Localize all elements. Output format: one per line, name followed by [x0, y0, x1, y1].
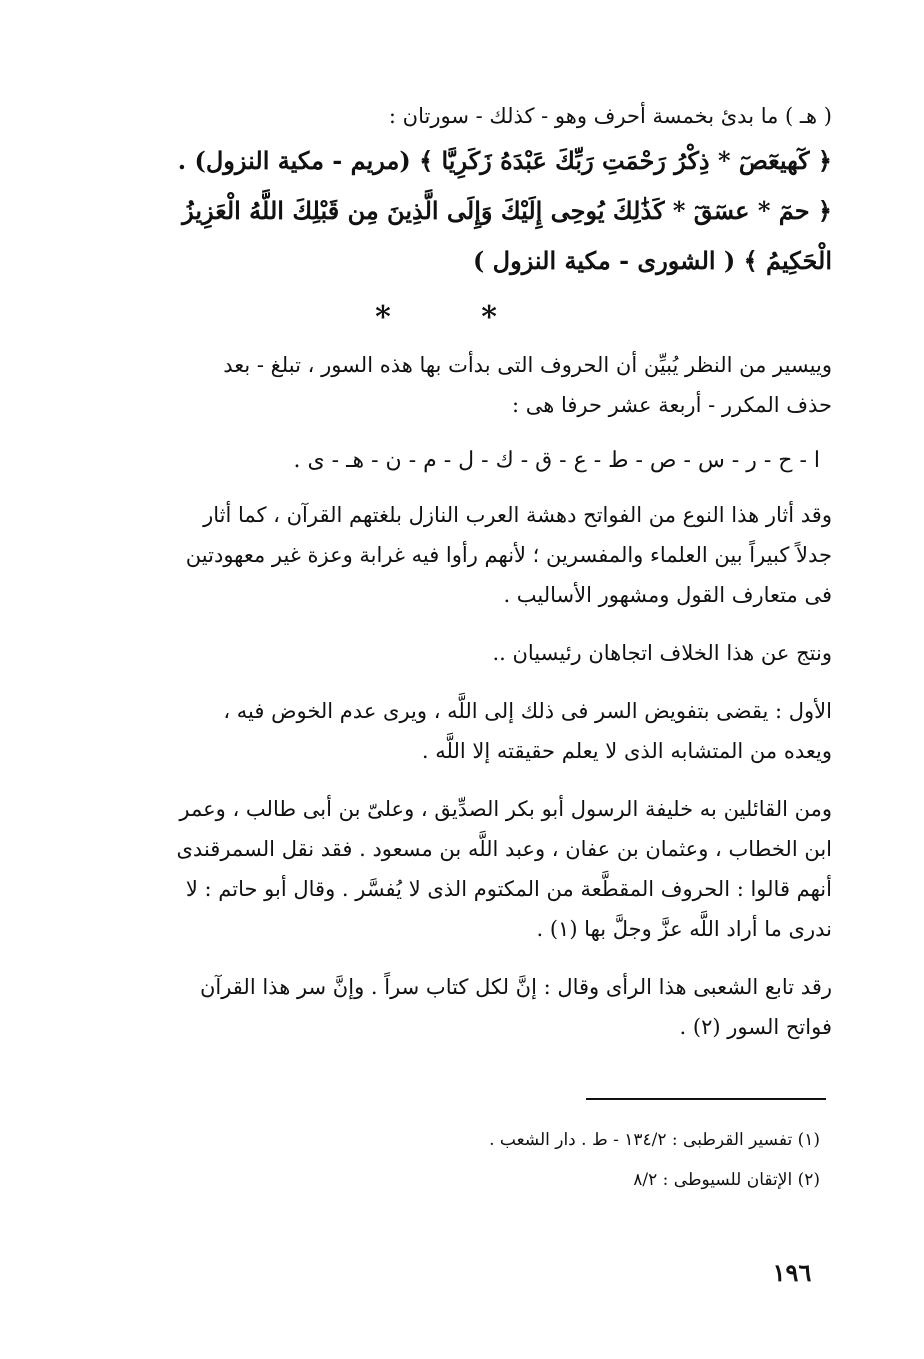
footnote-divider — [586, 1098, 826, 1100]
paragraph-4-line-1: الأول : يقضى بتفويض السر فى ذلك إلى اللَّه ، ويرى عدم الخوض فيه ، — [223, 699, 832, 723]
paragraph-2-line-2: جدلاً كبيراً بين العلماء والمفسرين ؛ لأنهم رأوا فيه غرابة وعزة غير معهودتين — [185, 543, 832, 567]
footnote-2: (٢) الإتقان للسيوطى : ٨/٢ — [633, 1170, 820, 1190]
paragraph-5-line-4: ندرى ما أراد اللَّه عزَّ وجلَّ بها (١) . — [536, 917, 832, 941]
verse-maryam: ﴿ كٓهيعٓصٓ * ذِكْرُ رَحْمَتِ رَبِّكَ عَبْدَهُ زَكَرِيَّا ﴾ (مريم - مكية النزول) . — [177, 146, 832, 175]
paragraph-1-line-2: حذف المكرر - أربعة عشر حرفا هى : — [511, 393, 832, 417]
verse-shura-1: ﴿ حمٓ * عسٓقٓ * كَذَٰلِكَ يُوحِى إِلَيْكَ وَإِلَى الَّذِينَ مِن قَبْلِكَ اللَّهُ الْعَزِيزُ — [182, 196, 832, 225]
intro-line: ( هـ ) ما بدئ بخمسة أحرف وهو - كذلك - سورتان : — [388, 104, 832, 128]
paragraph-2-line-1: وقد أثار هذا النوع من الفواتح دهشة العرب النازل بلغتهم القرآن ، كما أثار — [203, 503, 832, 527]
paragraph-1-line-1: وييسير من النظر يُبيِّن أن الحروف التى بدأت بها هذه السور ، تبلغ - بعد — [223, 353, 832, 377]
paragraph-2-line-3: فى متعارف القول ومشهور الأساليب . — [503, 583, 832, 607]
paragraph-4-line-2: ويعده من المتشابه الذى لا يعلم حقيقته إلا اللَّه . — [421, 739, 832, 763]
paragraph-3-line-1: ونتج عن هذا الخلاف اتجاهان رئيسيان .. — [492, 641, 832, 665]
footnotes — [200, 1120, 820, 1200]
paragraph-5-line-3: أنهم قالوا : الحروف المقطَّعة من المكتوم الذى لا يُفسَّر . وقال أبو حاتم : لا — [185, 877, 832, 901]
paragraph-6-line-2: فواتح السور (٢) . — [679, 1015, 832, 1039]
verse-shura-2: الْحَكِيمُ ﴾ ( الشورى - مكية النزول ) — [472, 246, 832, 275]
paragraph-6-line-1: رقد تابع الشعبى هذا الرأى وقال : إنَّ لكل كتاب سراً . وإنَّ سر هذا القرآن — [199, 975, 832, 999]
section-separator: * * — [375, 300, 537, 335]
paragraph-5-line-1: ومن القائلين به خليفة الرسول أبو بكر الصدِّيق ، وعلىّ بن أبى طالب ، وعمر — [179, 797, 832, 821]
page-number: ١٩٦ — [772, 1258, 812, 1287]
footnote-1: (١) تفسير القرطبى : ١٣٤/٢ - ط . دار الشعب . — [489, 1130, 820, 1150]
letters-list: ا - ح - ر - س - ص - ط - ع - ق - ك - ل - م - ن - هـ - ى . — [293, 448, 820, 473]
page-body — [120, 96, 832, 1047]
paragraph-5-line-2: ابن الخطاب ، وعثمان بن عفان ، وعبد اللَّه بن مسعود . فقد نقل السمرقندى — [176, 837, 832, 861]
